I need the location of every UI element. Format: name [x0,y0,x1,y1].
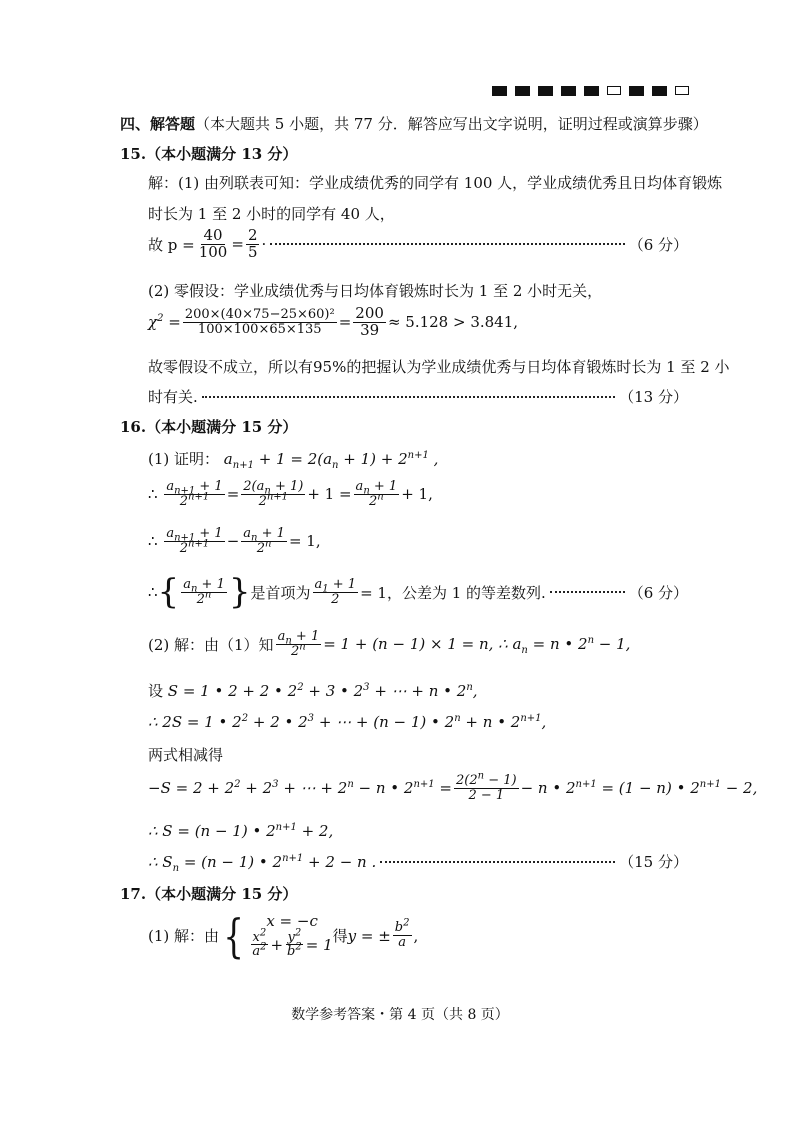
q16-part2-line: (2) 解：由（1）知 $\frac{a_n + 1}{2^n}$ = 1 + (n − 1) × 1 = n, ∴ $a_n = n$ • $2^n - 1$, [148,629,631,659]
section-title: 四、解答题 [120,115,196,133]
q17-de: 得 [332,927,348,946]
q15-p-line: 故 p = $\frac{40}{100}$ = $\frac{2}{5}$ · （6 分） [148,226,688,261]
denominator: 100 [198,242,228,261]
fraction [183,308,337,336]
q15-chi-tail: ≈ 5.128 > 3.841, [387,313,519,332]
q15-concl1: 故零假设不成立，所以有95%的把握认为学业成绩优秀与日均体育锻炼时长为 1 至 2 小 [148,358,730,376]
denominator: 5 [247,242,258,261]
q16-score1: （6 分） [628,583,688,602]
q16-arith-text: 是首项为 [250,583,311,602]
q15-p-prefix: 故 p = [148,235,195,254]
numerator: 200×(40×75−25×60)² [184,307,335,323]
q15-heading: 15.（本小题满分 13 分） [120,145,298,163]
dot-leader [270,243,624,245]
mark-filled [584,86,599,96]
q16-two-sub: 两式相减得 [148,746,224,764]
q15-concl2: 时有关. [148,388,198,406]
set-label: 设 [148,682,164,700]
page-footer: 数学参考答案・第 4 页（共 8 页） [291,1007,509,1023]
numerator: 2 [247,226,258,244]
dot-leader [380,861,615,863]
q16-minusS: $-S = 2 + 2^2 + 2^3$ + ⋯ + $2^n - n$ • $2^{n+1}$ = $\frac{2(2^n - 1)}{2 - 1}$ − n • $2^{n+1} = (1 - n)$ • $2^{n+1} - 2$, [148,770,758,803]
numerator: 200 [355,304,384,322]
q15-score1: （6 分） [628,235,688,254]
dot-leader [550,591,625,593]
mark-filled [492,86,507,96]
q16-part2-prefix: (2) 解：由（1）知 [148,635,274,654]
q16-line1: (1) 证明： $a_{n+1} + 1 = 2(a_n + 1) + 2^{n+1}$ , [148,449,439,471]
q17-part1-label: (1) 解：由 [148,927,220,946]
q15-part2: (2) 零假设：学业成绩优秀与日均体育锻炼时长为 1 至 2 小时无关， [148,282,603,300]
q16-line2: ∴ $\frac{a_{n+1} + 1}{2^{n+1}}$ = $\frac{2(a_n + 1)}{2^{n+1}}$ + 1 = $\frac{a_n + 1}{2^n}$ + 1, [148,479,433,509]
q16-score2: （15 分） [619,853,688,871]
q16-set-S: 设 S = 1 • 2 + 2 • $2^2 + 3$ • $2^3$ + ⋯ + n • 2$^n$, [148,682,478,700]
q15-concl2-line [148,386,688,407]
section-note: （本大题共 5 小题，共 77 分．解答应写出文字说明，证明过程或演算步骤） [195,115,708,133]
q16-line3: ∴ $\frac{a_{n+1} + 1}{2^{n+1}}$ − $\frac{a_n + 1}{2^n}$ = 1, [148,526,321,556]
mark-filled [538,86,553,96]
q15-line1: 解：(1) 由列联表可知：学业成绩优秀的同学有 100 人，学业成绩优秀且日均体育锻炼 [148,174,723,192]
q16-l1-prefix: (1) 证明： [148,450,220,468]
fraction [353,306,386,339]
q16-arith-tail: = 1，公差为 1 的等差数列. [360,583,546,602]
denominator: 39 [360,320,380,339]
q16-line4: ∴ { $\frac{a_n + 1}{2^n}$ } 是首项为 $\frac{a_1 + 1}{2}$ = 1，公差为 1 的等差数列. （6 分） [148,572,688,612]
q16-heading: 16.（本小题满分 15 分） [120,418,298,436]
header-marks [492,86,689,96]
q16-S: ∴ S = (n − 1) • $2^{n+1} + 2$, [148,822,334,840]
fraction [246,228,260,261]
q16-2S: ∴ 2S = 1 • $2^2 + 2$ • $2^3$ + ⋯ + (n − 1) • $2^n + n$ • $2^{n+1}$, [148,713,547,731]
mark-open [607,86,621,95]
numerator: 40 [203,226,223,244]
mark-filled [515,86,530,96]
q17-heading: 17.（本小题满分 15 分） [120,885,298,903]
mark-filled [629,86,644,96]
q15-chi-line: $\chi^2$ = $\frac{\text{200×(40×75−25×60)²}}{100\times 100\times 65\times 135}$ = $\frac{200}{39}$ ≈ 5.128 > 3.841, [148,304,519,339]
q15-score2: （13 分） [619,388,688,406]
fraction [197,228,230,261]
q17-part1: (1) 解：由 { x = −c $\frac{x^2}{a^2}$ + $\frac{y^2}{b^2}$ = 1 得 y = ± $\frac{b^2}{a}$ , [148,908,419,963]
mark-filled [652,86,667,96]
section-heading [120,113,708,134]
dot-leader [202,396,615,398]
mark-filled [561,86,576,96]
mark-open [675,86,689,95]
denominator: 100×100×65×135 [197,321,322,337]
q16-Sn-line: ∴ $S_n = (n - 1)$ • $2^{n+1} + 2 - n$ . （15 分） [148,852,688,874]
q15-line2: 时长为 1 至 2 小时的同学有 40 人， [148,205,395,223]
